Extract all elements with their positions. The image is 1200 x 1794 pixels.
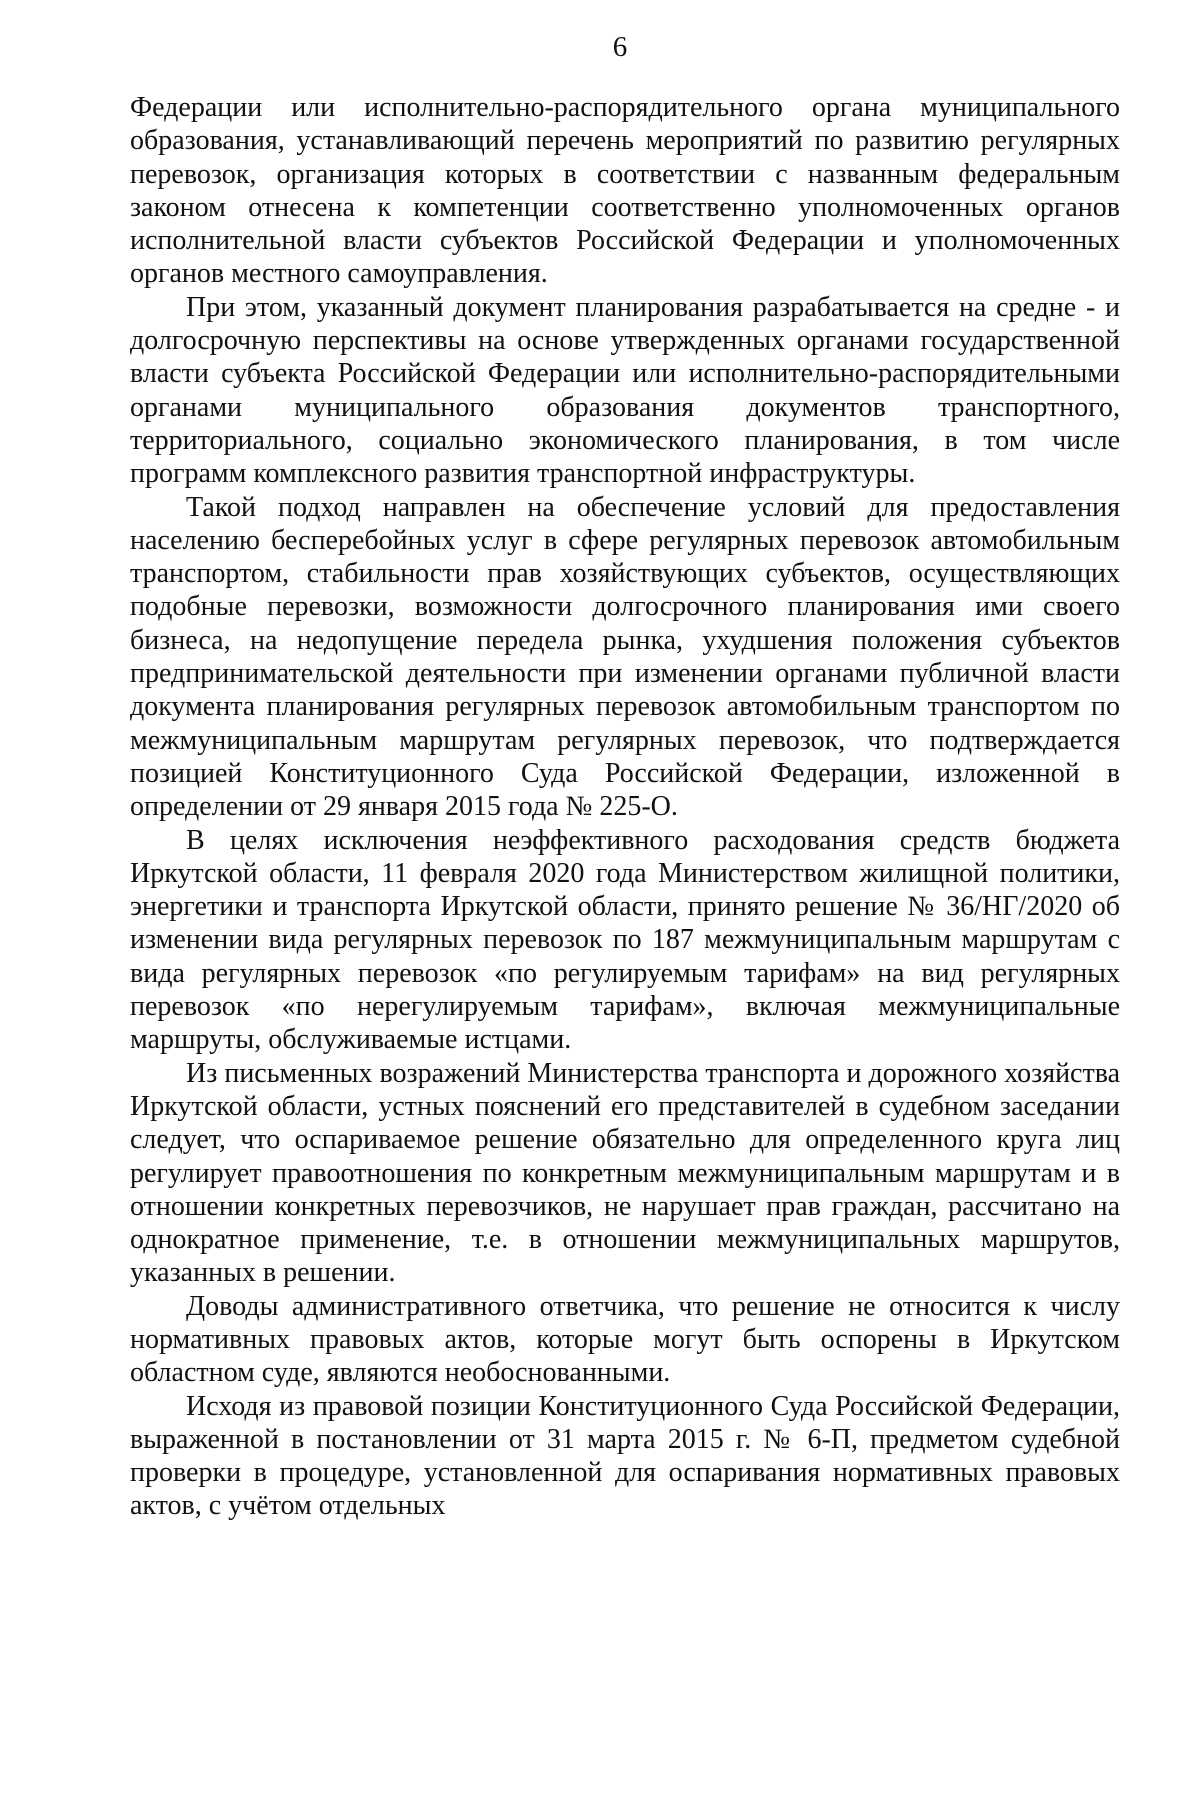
page-number: 6 xyxy=(612,31,628,63)
paragraph-4: В целях исключения неэффективного расходования средств бюджета Иркутской области, 11 февраля 2020 года Министерством жилищной политики, энергетики и транспорта Иркутской области, принято решение № 36/НГ/2020 об изменении вида регулярных перевозок по 187 межмуниципальным маршрутам с вида регулярных перевозок «по регулируемым тарифам» на вид регулярных перевозок «по нерегулируемым тарифам», включая межмуниципальные маршруты, обслуживаемые истцами. xyxy=(130,824,1120,1056)
document-body xyxy=(130,91,1120,1523)
paragraph-1: Федерации или исполнительно-распорядительного органа муниципального образования, устанавливающий перечень мероприятий по развитию регулярных перевозок, организация которых в соответствии с названным федеральным законом отнесена к компетенции соответственно уполномоченных органов исполнительной власти субъектов Российской Федерации и уполномоченных органов местного самоуправления. xyxy=(130,92,1120,290)
paragraph-7: Исходя из правовой позиции Конституционного Суда Российской Федерации, выраженной в постановлении от 31 марта 2015 г. № 6-П, предметом судебной проверки в процедуре, установленной для оспаривания нормативных правовых актов, с учётом отдельных xyxy=(130,1390,1120,1522)
paragraph-3: Такой подход направлен на обеспечение условий для предоставления населению бесперебойных услуг в сфере регулярных перевозок автомобильным транспортом, стабильности прав хозяйствующих субъектов, осуществляющих подобные перевозки, возможности долгосрочного планирования ими своего бизнеса, на недопущение передела рынка, ухудшения положения субъектов предпринимательской деятельности при изменении органами публичной власти документа планирования регулярных перевозок автомобильным транспортом по межмуниципальным маршрутам регулярных перевозок, что подтверждается позицией Конституционного Суда Российской Федерации, изложенной в определении от 29 января 2015 года № 225-О. xyxy=(130,491,1120,823)
paragraph-6: Доводы административного ответчика, что решение не относится к числу нормативных правовых актов, которые могут быть оспорены в Иркутском областном суде, являются необоснованными. xyxy=(130,1290,1120,1389)
paragraph-5: Из письменных возражений Министерства транспорта и дорожного хозяйства Иркутской области, устных пояснений его представителей в судебном заседании следует, что оспариваемое решение обязательно для определенного круга лиц регулирует правоотношения по конкретным межмуниципальным маршрутам и в отношении конкретных перевозчиков, не нарушает прав граждан, рассчитано на однократное применение, т.е. в отношении межмуниципальных маршрутов, указанных в решении. xyxy=(130,1057,1120,1289)
paragraph-2: При этом, указанный документ планирования разрабатывается на средне - и долгосрочную перспективы на основе утвержденных органами государственной власти субъекта Российской Федерации или исполнительно-распорядительными органами муниципального образования документов транспортного, территориального, социально экономического планирования, в том числе программ комплексного развития транспортной инфраструктуры. xyxy=(130,291,1120,490)
